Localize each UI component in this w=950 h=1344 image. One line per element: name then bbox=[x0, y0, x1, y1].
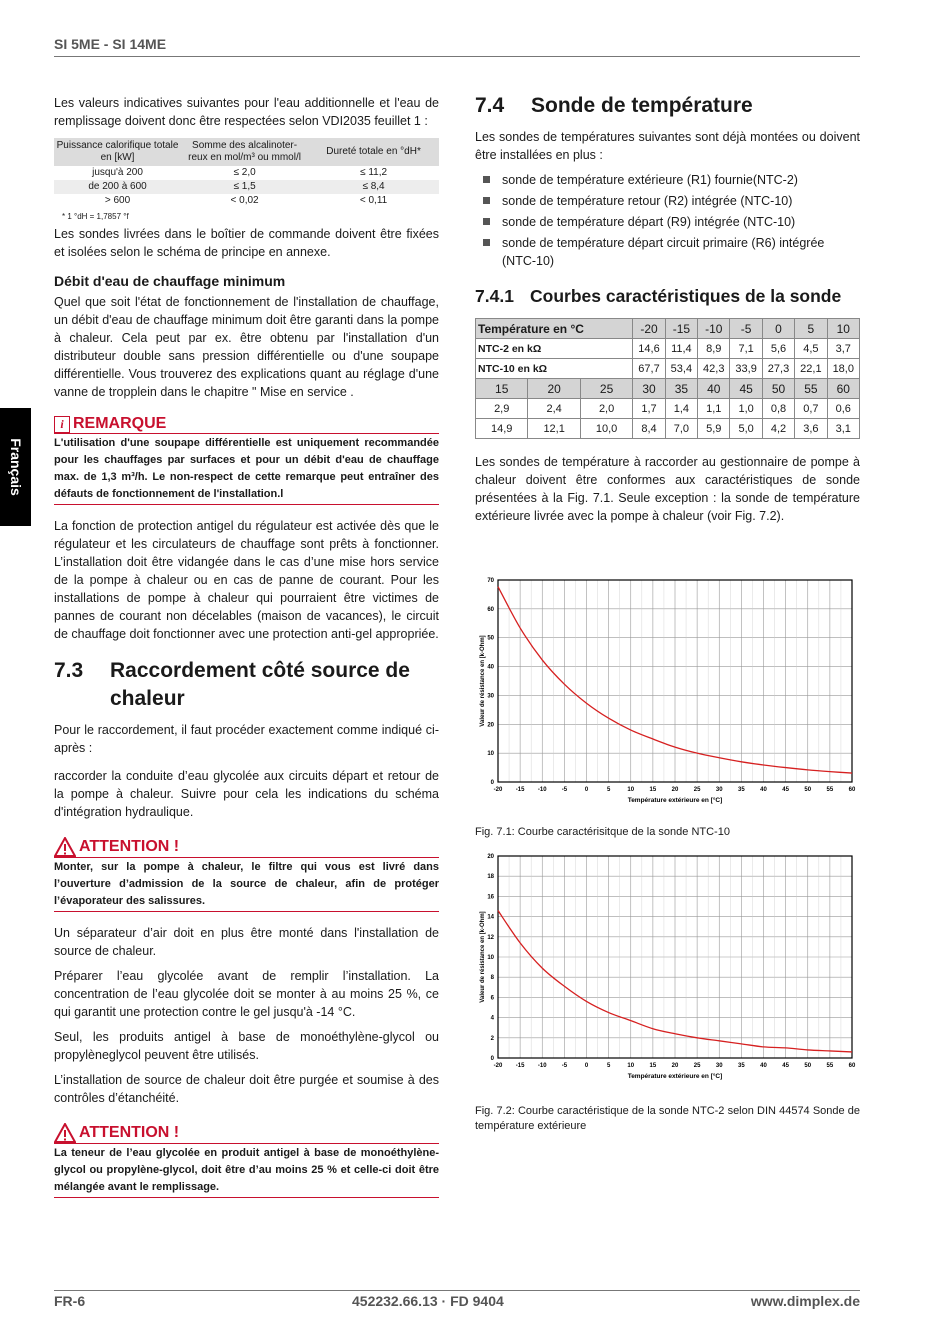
y-tick-label: 30 bbox=[487, 693, 494, 700]
y-axis-label: Valeur de résistance en [k-Ohm] bbox=[480, 635, 486, 727]
table-cell: 0 bbox=[762, 319, 794, 339]
remarque-text: L'utilisation d'une soupape différentielle est uniquement recommandée pour les chauffages par surfaces et pour un débit d'eau de chauffage max. de 1,3 m³/h. Le non-respect de cette remarque peut entraîner des défauts de fonctionnement de l'installation.l bbox=[54, 433, 439, 505]
x-tick-label: 45 bbox=[782, 787, 789, 793]
table-cell: 2,0 bbox=[580, 399, 632, 419]
x-tick-label: 15 bbox=[649, 1063, 657, 1069]
section-title: Raccordement côté source de chaleur bbox=[110, 659, 410, 710]
table-cell: 5 bbox=[795, 319, 827, 339]
paragraph: Les sondes de températures suivantes sont déjà montées ou doivent être installées en plus : bbox=[475, 130, 860, 162]
y-axis-label: Valeur de résistance en [k-Ohm] bbox=[480, 911, 486, 1003]
section-title: Courbes caractéristiques de la sonde bbox=[530, 286, 842, 306]
x-tick-label: 60 bbox=[848, 787, 856, 793]
table-row bbox=[476, 339, 860, 359]
x-tick-label: 25 bbox=[693, 787, 701, 793]
intro-paragraph: Les valeurs indicatives suivantes pour l'eau additionnelle et l'eau de remplissage doivent donc être respectées selon VDI2035 feuillet 1 : bbox=[54, 96, 439, 128]
table-cell: 11,4 bbox=[665, 339, 697, 359]
x-tick-label: 55 bbox=[826, 787, 834, 793]
language-tab bbox=[0, 408, 31, 526]
table-cell: 4,2 bbox=[762, 419, 794, 439]
table-row-label: NTC-2 en kΩ bbox=[476, 339, 633, 359]
y-tick-label: 0 bbox=[490, 1056, 494, 1062]
table-cell: 14,9 bbox=[476, 419, 528, 439]
attention-title: ATTENTION ! bbox=[79, 1124, 180, 1141]
water-quality-table bbox=[54, 138, 439, 208]
table-cell: 5,0 bbox=[730, 419, 762, 439]
right-column bbox=[475, 92, 860, 532]
water-table-header: Dureté totale en °dH* bbox=[308, 138, 439, 166]
footer-rule bbox=[54, 1290, 860, 1291]
table-row bbox=[476, 359, 860, 379]
info-icon: i bbox=[54, 416, 70, 433]
warning-icon bbox=[54, 1123, 76, 1143]
table-row bbox=[476, 399, 860, 419]
y-tick-label: 14 bbox=[487, 914, 494, 921]
table-cell: 42,3 bbox=[698, 359, 730, 379]
x-tick-label: 30 bbox=[715, 787, 723, 793]
table-cell: 3,6 bbox=[795, 419, 827, 439]
page-number: FR-6 bbox=[54, 1293, 86, 1309]
table-cell: -5 bbox=[730, 319, 762, 339]
x-tick-label: 20 bbox=[671, 1063, 679, 1069]
section-number: 7.4 bbox=[475, 94, 505, 117]
y-tick-label: 10 bbox=[487, 751, 494, 758]
x-tick-label: -10 bbox=[537, 1063, 547, 1069]
table-cell: 0,7 bbox=[795, 399, 827, 419]
y-tick-label: 12 bbox=[487, 934, 494, 941]
x-tick-label: 55 bbox=[826, 1063, 834, 1069]
table-cell: 50 bbox=[762, 379, 794, 399]
y-tick-label: 20 bbox=[487, 722, 494, 729]
table-cell: 60 bbox=[827, 379, 859, 399]
paragraph: Seul, les produits antigel à base de monoéthylène-glycol ou propylèneglycol peuvent être utilisés. bbox=[54, 1030, 439, 1062]
table-cell: 3,7 bbox=[827, 339, 859, 359]
table-cell: 20 bbox=[528, 379, 580, 399]
y-tick-label: 0 bbox=[490, 780, 494, 786]
debit-heading: Débit d'eau de chauffage minimum bbox=[54, 273, 286, 289]
table-cell: 10 bbox=[827, 319, 859, 339]
x-tick-label: -20 bbox=[493, 787, 503, 793]
table-row bbox=[54, 166, 439, 180]
x-tick-label: 5 bbox=[606, 787, 611, 793]
warning-icon bbox=[54, 837, 76, 857]
section-7-3-heading bbox=[54, 657, 439, 713]
left-column bbox=[54, 94, 439, 1210]
x-tick-label: 25 bbox=[693, 1063, 701, 1069]
antigel-paragraph: La fonction de protection antigel du régulateur est activée dès que le régulateur et les circulateurs de chauffage sont prêts à fonctionner. L’installation doit être vidangée dans le cas d’une mise hors service de la pompe à chaleur ou en cas de panne de courant. Pour les installations de pompe à chaleur qui pourraient être victimes de pannes de courant non décelables (maison de vacances), le circuit de chauffage doit fonctionner avec une protection anti-gel appropriée. bbox=[54, 519, 439, 641]
x-tick-label: -20 bbox=[493, 1063, 503, 1069]
table-cell: -10 bbox=[698, 319, 730, 339]
x-tick-label: -15 bbox=[515, 1063, 525, 1069]
table-cell: 1,4 bbox=[665, 399, 697, 419]
section-7-4-1-heading bbox=[475, 284, 860, 308]
table-cell: 18,0 bbox=[827, 359, 859, 379]
y-tick-label: 70 bbox=[487, 578, 494, 584]
header-title: SI 5ME - SI 14ME bbox=[54, 36, 167, 52]
section-7-4-heading bbox=[475, 92, 860, 120]
x-tick-label: 0 bbox=[584, 1063, 589, 1069]
section-number: 7.3 bbox=[54, 659, 84, 682]
x-tick-label: -5 bbox=[561, 787, 568, 793]
x-tick-label: 50 bbox=[804, 787, 812, 793]
table-cell: 12,1 bbox=[528, 419, 580, 439]
y-tick-label: 20 bbox=[487, 854, 494, 860]
debit-paragraph: Quel que soit l'état de fonctionnement de l'installation de chauffage, un débit d'eau de chauffage minimum doit être garanti dans la pompe à chaleur. Cela peut par ex. être obtenu par l'installation d'un distributeur double sans pression différentielle ou d'une soupape différentielle. Vous trouverez des explications quant au réglage d'une vanne de tropplein dans le chapitre " Mise en service . bbox=[54, 295, 439, 399]
x-axis-label: Température extérieure en [°C] bbox=[627, 1073, 723, 1080]
table-cell: -20 bbox=[633, 319, 665, 339]
table-row bbox=[54, 180, 439, 194]
y-tick-label: 10 bbox=[487, 955, 494, 961]
x-tick-label: 5 bbox=[606, 1063, 611, 1069]
table-cell: ≤ 8,4 bbox=[308, 180, 439, 194]
y-tick-label: 18 bbox=[487, 874, 494, 881]
table-footnote: * 1 °dH = 1,7857 °f bbox=[62, 212, 129, 221]
y-tick-label: 2 bbox=[490, 1035, 494, 1042]
remarque-heading bbox=[54, 415, 439, 433]
table-cell: 5,9 bbox=[698, 419, 730, 439]
table-cell: < 0,11 bbox=[359, 195, 388, 206]
paragraph: Les sondes de température à raccorder au gestionnaire de pompe à chaleur doivent être conformes aux caractéristiques de sonde présentées à la Fig. 7.1. Seule exception : la sonde de température extérieure livrée avec la pompe à chaleur (voir Fig. 7.2). bbox=[475, 455, 860, 523]
document-code: 452232.66.13 · FD 9404 bbox=[352, 1293, 504, 1309]
header-rule bbox=[54, 56, 860, 57]
table-cell: 1,7 bbox=[633, 399, 665, 419]
list-item: sonde de température départ (R9) intégrée (NTC-10) bbox=[475, 213, 860, 231]
attention-heading bbox=[54, 837, 439, 857]
paragraph: raccorder la conduite d’eau glycolée aux circuits départ et retour de la pompe à chaleur. Suivre pour cela les indications du schéma d'intégration hydraulique. bbox=[54, 769, 439, 819]
x-tick-label: 30 bbox=[715, 1063, 723, 1069]
table-cell: 1,1 bbox=[698, 399, 730, 419]
table-cell: > 600 bbox=[104, 195, 131, 206]
paragraph: Pour le raccordement, il faut procéder exactement comme indiqué ci-après : bbox=[54, 723, 439, 755]
table-cell: 27,3 bbox=[762, 359, 794, 379]
table-cell: 10,0 bbox=[580, 419, 632, 439]
x-tick-label: 50 bbox=[804, 1063, 812, 1069]
table-cell: 0,8 bbox=[762, 399, 794, 419]
table-cell: jusqu'à 200 bbox=[92, 167, 143, 178]
figure-caption: Fig. 7.2: Courbe caractéristique de la sonde NTC-2 selon DIN 44574 Sonde de température extérieure bbox=[475, 1105, 860, 1132]
x-tick-label: 60 bbox=[848, 1063, 856, 1069]
table-cell: 8,9 bbox=[698, 339, 730, 359]
table-cell: 15 bbox=[476, 379, 528, 399]
table-cell: < 0,02 bbox=[230, 195, 259, 206]
paragraph: Préparer l’eau glycolée avant de remplir l’installation. La concentration de l’eau glycolée doit se monter à au moins 25 %, ce qui garantit une protection contre le gel jusqu'à -14 °C. bbox=[54, 969, 439, 1019]
x-tick-label: 40 bbox=[760, 1063, 767, 1069]
language-tab-label: Français bbox=[7, 438, 24, 496]
remarque-title: REMARQUE bbox=[73, 415, 167, 432]
table-cell: 2,9 bbox=[476, 399, 528, 419]
section-number: 7.4.1 bbox=[475, 286, 514, 306]
table-cell: 67,7 bbox=[633, 359, 665, 379]
table-cell: -15 bbox=[665, 319, 697, 339]
attention-text: La teneur de l’eau glycolée en produit antigel à base de monoéthylène-glycol ou propylène-glycol, doit être d’au moins 25 % et celle-ci doit être mélangée avant le remplissage. bbox=[54, 1143, 439, 1198]
sensor-list bbox=[475, 171, 860, 270]
sondes-paragraph: Les sondes livrées dans le boîtier de commande doivent être fixées et isolées selon le schéma de principe en annexe. bbox=[54, 227, 439, 259]
x-tick-label: 40 bbox=[760, 787, 767, 793]
table-cell: ≤ 2,0 bbox=[233, 167, 256, 178]
x-tick-label: -5 bbox=[561, 1063, 568, 1069]
table-cell: 1,0 bbox=[730, 399, 762, 419]
x-tick-label: 35 bbox=[738, 1063, 745, 1069]
table-cell: 4,5 bbox=[795, 339, 827, 359]
x-tick-label: 35 bbox=[738, 787, 745, 793]
y-tick-label: 6 bbox=[490, 995, 494, 1002]
x-tick-label: 15 bbox=[649, 787, 657, 793]
y-tick-label: 50 bbox=[487, 635, 494, 642]
x-tick-label: 20 bbox=[671, 787, 679, 793]
paragraph: L’installation de source de chaleur doit être purgée et soumise à des contrôles d’étanchéité. bbox=[54, 1073, 439, 1105]
paragraph: Un séparateur d’air doit en plus être monté dans l'installation de source de chaleur. bbox=[54, 926, 439, 958]
x-tick-label: 10 bbox=[627, 1063, 635, 1069]
y-tick-label: 4 bbox=[490, 1015, 494, 1022]
attention-text: Monter, sur la pompe à chaleur, le filtre qui vous est livré dans l’ouverture d’admission de la source de chaleur, afin de protéger l’évaporateur des salissures. bbox=[54, 857, 439, 912]
y-tick-label: 8 bbox=[490, 975, 494, 982]
ntc2-chart bbox=[476, 848, 862, 1088]
table-row-label: NTC-10 en kΩ bbox=[476, 359, 633, 379]
table-cell: 55 bbox=[795, 379, 827, 399]
y-tick-label: 16 bbox=[487, 894, 494, 901]
figure-caption: Fig. 7.1: Courbe caractérisitque de la sonde NTC-10 bbox=[475, 826, 730, 838]
table-cell: 5,6 bbox=[762, 339, 794, 359]
table-cell: 35 bbox=[665, 379, 697, 399]
list-item: sonde de température extérieure (R1) fournie(NTC-2) bbox=[475, 171, 860, 189]
x-tick-label: -15 bbox=[515, 787, 525, 793]
sensor-table bbox=[475, 318, 860, 439]
table-row bbox=[476, 379, 860, 399]
table-cell: 3,1 bbox=[827, 419, 859, 439]
table-cell: ≤ 1,5 bbox=[181, 180, 308, 194]
table-cell: 45 bbox=[730, 379, 762, 399]
x-tick-label: -10 bbox=[537, 787, 547, 793]
water-table-header: Puissance calorifique totale en [kW] bbox=[54, 138, 181, 166]
x-axis-label: Température extérieure en [°C] bbox=[627, 797, 723, 804]
table-cell: 53,4 bbox=[665, 359, 697, 379]
table-cell: de 200 à 600 bbox=[54, 180, 181, 194]
table-cell: 14,6 bbox=[633, 339, 665, 359]
table-cell: 25 bbox=[580, 379, 632, 399]
table-cell: 8,4 bbox=[633, 419, 665, 439]
x-tick-label: 45 bbox=[782, 1063, 789, 1069]
list-item: sonde de température retour (R2) intégrée (NTC-10) bbox=[475, 192, 860, 210]
table-row bbox=[476, 419, 860, 439]
x-tick-label: 10 bbox=[627, 787, 635, 793]
list-item: sonde de température départ circuit primaire (R6) intégrée (NTC-10) bbox=[475, 234, 860, 270]
table-row bbox=[54, 194, 439, 208]
table-row-label: Température en °C bbox=[476, 319, 633, 339]
attention-title: ATTENTION ! bbox=[79, 838, 180, 855]
table-cell: 22,1 bbox=[795, 359, 827, 379]
water-table-header: Somme des alcalinoter-reux en mol/m³ ou mmol/l bbox=[181, 138, 308, 166]
table-cell: 7,0 bbox=[665, 419, 697, 439]
table-cell: 33,9 bbox=[730, 359, 762, 379]
table-cell: ≤ 11,2 bbox=[360, 167, 388, 178]
y-tick-label: 40 bbox=[487, 664, 494, 671]
ntc10-chart bbox=[476, 572, 862, 812]
website: www.dimplex.de bbox=[750, 1293, 860, 1309]
table-cell: 2,4 bbox=[528, 399, 580, 419]
table-cell: 0,6 bbox=[827, 399, 859, 419]
table-cell: 40 bbox=[698, 379, 730, 399]
table-cell: 7,1 bbox=[730, 339, 762, 359]
y-tick-label: 60 bbox=[487, 606, 494, 613]
attention-heading bbox=[54, 1123, 439, 1143]
table-cell: 30 bbox=[633, 379, 665, 399]
section-title: Sonde de température bbox=[531, 94, 753, 117]
table-row bbox=[476, 319, 860, 339]
x-tick-label: 0 bbox=[584, 787, 589, 793]
